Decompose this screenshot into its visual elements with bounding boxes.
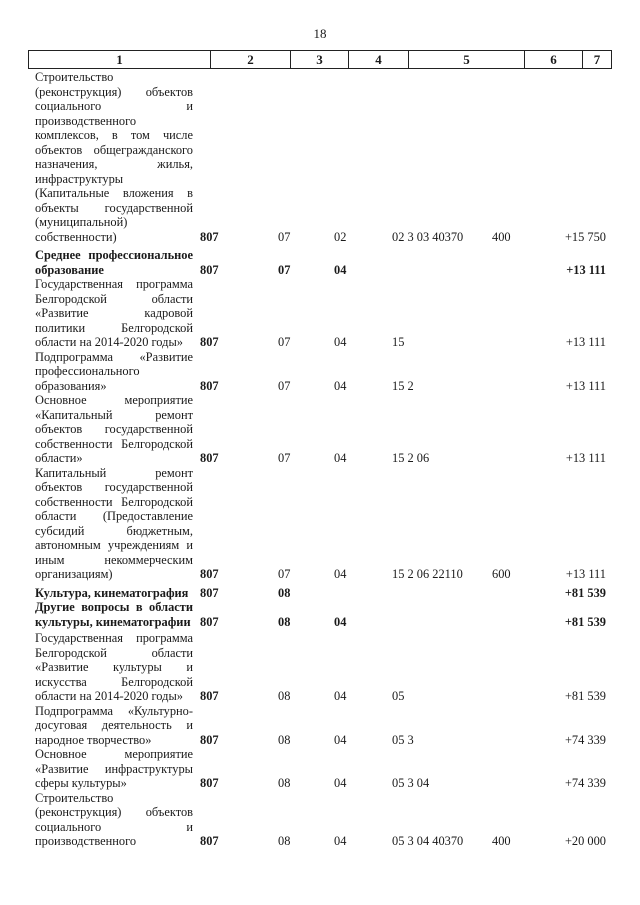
row-code-section: 08	[278, 834, 291, 848]
row-code-subsection: 04	[334, 378, 347, 393]
row-code-section: 08	[278, 614, 291, 629]
row-amount: +81 539	[564, 614, 606, 629]
table-row	[28, 277, 612, 350]
table-row	[28, 350, 612, 394]
row-code-ministry: 807	[200, 689, 219, 703]
column-header-2: 2	[211, 51, 291, 68]
row-name: Государственная программа Белгородской области «Развитие культуры и искусства Белгородской области на 2014-2020 годы»	[35, 631, 193, 703]
row-code-subsection: 04	[334, 834, 347, 848]
row-code-section: 07	[278, 335, 291, 349]
row-code-subsection: 04	[334, 335, 347, 349]
row-code-ministry: 807	[200, 776, 219, 790]
table-row	[28, 631, 612, 704]
row-amount: +13 111	[565, 451, 606, 465]
row-code-subsection: 04	[334, 567, 347, 581]
row-code-target: 05 3	[392, 732, 414, 747]
column-header-5: 5	[409, 51, 525, 68]
row-code-subsection: 04	[334, 262, 347, 277]
row-code-section: 08	[278, 776, 291, 790]
row-code-target: 05 3 04	[392, 776, 430, 790]
row-name: Культура, кинематография	[35, 585, 189, 600]
table-row	[28, 791, 612, 849]
row-code-ministry: 807	[200, 378, 219, 393]
row-code-section: 07	[278, 229, 291, 244]
row-amount: +13 111	[565, 378, 606, 393]
row-code-ministry: 807	[200, 585, 219, 600]
row-code-subsection: 04	[334, 614, 347, 629]
row-name: Другие вопросы в области культуры, кинематографии	[35, 600, 193, 629]
table-row	[28, 600, 612, 629]
row-amount: +74 339	[564, 732, 606, 747]
row-code-target: 15	[392, 335, 405, 349]
table-row	[28, 393, 612, 466]
table-row	[28, 466, 612, 582]
row-code-target: 15 2 06 22110	[392, 567, 463, 581]
row-code-target: 05	[392, 689, 405, 703]
row-code-section: 07	[278, 451, 291, 465]
row-code-section: 08	[278, 732, 291, 747]
row-name: Строительство (реконструкция) объектов социального и производственного	[35, 790, 193, 848]
row-name: Среднее профессиональное образование	[35, 248, 193, 277]
table-body	[28, 70, 612, 849]
row-code-ministry: 807	[200, 834, 219, 848]
table-row	[28, 586, 612, 601]
row-code-subsection: 02	[334, 229, 347, 244]
row-code-ministry: 807	[200, 229, 219, 244]
row-code-ministry: 807	[200, 262, 219, 277]
row-code-ministry: 807	[200, 451, 219, 465]
row-code-expense: 400	[492, 229, 511, 244]
row-code-section: 07	[278, 262, 291, 277]
row-amount: +13 111	[566, 262, 606, 277]
row-name: Строительство (реконструкция) объектов социального и производственного комплексов, в том числе объектов общегражданского назначения, жилья, инфраструктуры (Капитальные вложения в объекты государственной (муниципальной) собственности)	[35, 70, 193, 244]
row-amount: +81 539	[564, 585, 606, 600]
row-name: Государственная программа Белгородской области «Развитие кадровой политики Белгородской области на 2014-2020 годы»	[35, 277, 193, 349]
row-amount: +15 750	[564, 229, 606, 244]
row-code-subsection: 04	[334, 451, 347, 465]
row-code-section: 07	[278, 567, 291, 581]
column-header-6: 6	[525, 51, 583, 68]
column-header-4: 4	[349, 51, 409, 68]
row-amount: +81 539	[564, 689, 606, 703]
table-row	[28, 704, 612, 748]
row-amount: +74 339	[564, 776, 606, 790]
row-code-expense: 600	[492, 567, 511, 581]
row-code-subsection: 04	[334, 732, 347, 747]
row-code-target: 02 3 03 40370	[392, 229, 464, 244]
row-name: Подпрограмма «Развитие профессионального образования»	[35, 349, 193, 393]
row-code-target: 15 2 06	[392, 451, 430, 465]
row-code-subsection: 04	[334, 776, 347, 790]
row-code-subsection: 04	[334, 689, 347, 703]
row-code-ministry: 807	[200, 732, 219, 747]
row-code-ministry: 807	[200, 335, 219, 349]
row-code-section: 08	[278, 689, 291, 703]
row-code-target: 05 3 04 40370	[392, 834, 464, 848]
row-code-ministry: 807	[200, 567, 219, 581]
row-amount: +13 111	[565, 335, 606, 349]
row-name: Подпрограмма «Культурно-досуговая деятельность и народное творчество»	[35, 703, 193, 747]
row-name: Капитальный ремонт объектов государственной собственности Белгородской области (Предоставление субсидий бюджетным, автономным учреждениям и иным некоммерческим организациям)	[35, 465, 193, 581]
row-amount: +13 111	[565, 567, 606, 581]
row-code-section: 08	[278, 585, 291, 600]
row-code-section: 07	[278, 378, 291, 393]
table-row	[28, 747, 612, 791]
row-code-expense: 400	[492, 834, 511, 848]
column-header-1: 1	[29, 51, 211, 68]
table-row	[28, 70, 612, 244]
row-code-ministry: 807	[200, 614, 219, 629]
row-name: Основное мероприятие «Капитальный ремонт объектов государственной собственности Белгородской области»	[35, 393, 193, 465]
row-code-target: 15 2	[392, 378, 414, 393]
table-header	[28, 50, 612, 69]
page-number: 18	[313, 26, 327, 41]
row-amount: +20 000	[564, 834, 606, 848]
row-name: Основное мероприятие «Развитие инфраструктуры сферы культуры»	[35, 747, 193, 790]
column-header-3: 3	[291, 51, 349, 68]
column-header-7: 7	[593, 51, 601, 67]
table-row	[28, 248, 612, 277]
